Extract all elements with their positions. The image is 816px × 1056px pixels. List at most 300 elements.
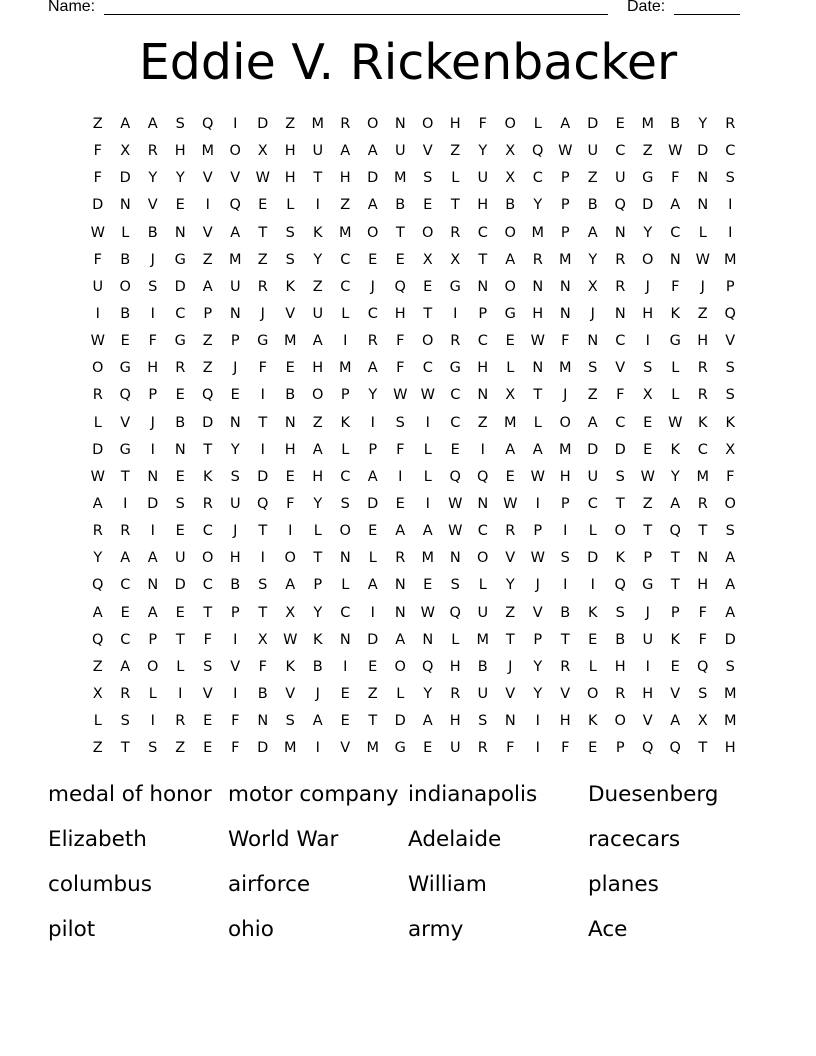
grid-letter: I bbox=[150, 305, 155, 322]
grid-letter: E bbox=[643, 441, 653, 458]
grid-letter: N bbox=[697, 170, 709, 187]
grid-letter: I bbox=[453, 305, 458, 322]
grid-letter: C bbox=[340, 468, 351, 485]
grid-letter: K bbox=[587, 604, 598, 621]
grid-letter: I bbox=[95, 305, 100, 322]
grid-letter: Q bbox=[257, 495, 269, 512]
grid-letter: S bbox=[725, 387, 735, 404]
grid-letter: Y bbox=[313, 604, 323, 621]
grid-letter: D bbox=[202, 414, 214, 431]
grid-letter: F bbox=[286, 495, 295, 512]
grid-letter: P bbox=[725, 278, 735, 295]
grid-letter: F bbox=[698, 631, 707, 648]
grid-letter: O bbox=[504, 224, 516, 241]
grid-letter: O bbox=[229, 143, 241, 160]
grid-letter: A bbox=[285, 577, 296, 594]
grid-letter: O bbox=[119, 278, 131, 295]
grid-letter: E bbox=[615, 116, 625, 132]
grid-letter: E bbox=[175, 387, 185, 404]
grid-letter: P bbox=[368, 441, 378, 458]
grid-letter: N bbox=[669, 251, 681, 268]
grid-letter: P bbox=[643, 550, 653, 567]
word-list-item: Duesenberg bbox=[588, 782, 719, 807]
grid-letter: A bbox=[120, 116, 131, 132]
word-list-item: army bbox=[408, 917, 464, 942]
grid-letter: T bbox=[175, 631, 185, 648]
grid-letter: E bbox=[368, 523, 378, 540]
grid-letter: Z bbox=[312, 278, 323, 295]
grid-letter: L bbox=[588, 523, 597, 540]
grid-letter: M bbox=[531, 224, 544, 241]
grid-letter: D bbox=[257, 116, 269, 132]
grid-letter: S bbox=[588, 360, 598, 377]
grid-letter: J bbox=[233, 523, 238, 540]
grid-letter: S bbox=[615, 604, 625, 621]
grid-letter: R bbox=[367, 333, 378, 350]
grid-letter: K bbox=[725, 414, 735, 431]
grid-letter: S bbox=[120, 713, 130, 730]
grid-letter: Q bbox=[697, 658, 709, 675]
grid-letter: S bbox=[698, 685, 708, 702]
grid-letter: D bbox=[697, 143, 709, 160]
grid-letter: D bbox=[92, 197, 104, 214]
grid-letter: N bbox=[394, 604, 406, 621]
grid-letter: W bbox=[420, 387, 435, 404]
grid-letter: I bbox=[728, 197, 733, 214]
grid-letter: L bbox=[286, 197, 295, 214]
grid-letter: B bbox=[395, 197, 406, 214]
grid-letter: S bbox=[395, 414, 405, 431]
grid-letter: L bbox=[313, 523, 322, 540]
grid-letter: G bbox=[642, 577, 654, 594]
grid-letter: O bbox=[587, 685, 599, 702]
grid-letter: I bbox=[233, 631, 238, 648]
grid-letter: C bbox=[202, 577, 213, 594]
grid-letter: O bbox=[284, 550, 296, 567]
grid-letter: Y bbox=[368, 387, 378, 404]
grid-letter: M bbox=[558, 360, 572, 377]
grid-letter: S bbox=[615, 468, 625, 485]
grid-letter: S bbox=[148, 740, 158, 757]
grid-letter: H bbox=[394, 305, 406, 322]
grid-letter: K bbox=[312, 631, 323, 648]
grid-letter: D bbox=[257, 468, 269, 485]
grid-letter: L bbox=[93, 713, 102, 730]
grid-letter: R bbox=[340, 116, 351, 132]
word-list-item: airforce bbox=[228, 872, 311, 897]
word-list-item: Ace bbox=[588, 917, 628, 942]
grid-letter: N bbox=[697, 550, 709, 567]
grid-row bbox=[84, 192, 744, 219]
grid-letter: P bbox=[478, 305, 488, 322]
grid-letter: M bbox=[723, 713, 737, 730]
grid-letter: T bbox=[120, 740, 130, 757]
grid-letter: Y bbox=[670, 468, 680, 485]
grid-letter: H bbox=[229, 550, 241, 567]
word-list-item: ohio bbox=[228, 917, 274, 942]
grid-letter: K bbox=[202, 468, 213, 485]
grid-letter: I bbox=[260, 387, 265, 404]
grid-letter: L bbox=[93, 414, 102, 431]
grid-letter: A bbox=[120, 550, 131, 567]
grid-letter: E bbox=[670, 658, 680, 675]
grid-letter: E bbox=[285, 468, 295, 485]
grid-letter: I bbox=[260, 441, 265, 458]
grid-letter: L bbox=[396, 685, 405, 702]
date-line[interactable] bbox=[674, 14, 740, 15]
grid-letter: V bbox=[202, 224, 213, 241]
grid-letter: U bbox=[587, 468, 599, 485]
grid-letter: V bbox=[120, 414, 131, 431]
grid-letter: C bbox=[450, 414, 461, 431]
grid-letter: O bbox=[504, 116, 516, 132]
grid-letter: I bbox=[563, 523, 568, 540]
grid-letter: T bbox=[368, 713, 378, 730]
grid-letter: H bbox=[284, 441, 296, 458]
grid-letter: H bbox=[174, 143, 186, 160]
grid-letter: R bbox=[615, 685, 626, 702]
grid-letter: L bbox=[506, 360, 515, 377]
grid-letter: T bbox=[670, 550, 680, 567]
grid-letter: H bbox=[642, 685, 654, 702]
word-list-item: planes bbox=[588, 872, 659, 897]
grid-letter: X bbox=[120, 143, 131, 160]
grid-letter: I bbox=[425, 414, 430, 431]
grid-letter: H bbox=[449, 713, 461, 730]
grid-letter: V bbox=[560, 685, 571, 702]
grid-letter: J bbox=[508, 658, 513, 675]
grid-row bbox=[84, 735, 744, 762]
grid-letter: V bbox=[422, 143, 433, 160]
grid-letter: H bbox=[697, 333, 709, 350]
grid-letter: Q bbox=[229, 197, 241, 214]
grid-letter: E bbox=[230, 387, 240, 404]
grid-letter: W bbox=[695, 251, 710, 268]
word-list-item: World War bbox=[228, 827, 339, 852]
grid-letter: I bbox=[590, 577, 595, 594]
grid-letter: A bbox=[587, 414, 598, 431]
grid-letter: K bbox=[285, 658, 295, 675]
grid-letter: Q bbox=[669, 740, 681, 757]
grid-letter: U bbox=[174, 550, 186, 567]
grid-letter: K bbox=[285, 278, 295, 295]
grid-letter: F bbox=[561, 333, 570, 350]
grid-letter: I bbox=[425, 495, 430, 512]
grid-letter: R bbox=[450, 685, 461, 702]
grid-letter: X bbox=[505, 387, 516, 404]
grid-letter: F bbox=[258, 658, 267, 675]
grid-letter: V bbox=[505, 550, 516, 567]
word-row bbox=[48, 822, 788, 867]
grid-letter: K bbox=[670, 441, 680, 458]
grid-letter: H bbox=[449, 116, 461, 132]
grid-letter: S bbox=[560, 550, 570, 567]
grid-letter: P bbox=[560, 197, 570, 214]
grid-letter: B bbox=[505, 197, 516, 214]
grid-letter: P bbox=[148, 387, 158, 404]
grid-letter: L bbox=[148, 685, 157, 702]
grid-letter: T bbox=[258, 224, 268, 241]
grid-row bbox=[84, 220, 744, 247]
grid-letter: E bbox=[368, 251, 378, 268]
grid-letter: F bbox=[231, 713, 240, 730]
grid-letter: S bbox=[643, 360, 653, 377]
grid-letter: C bbox=[615, 143, 626, 160]
grid-letter: R bbox=[175, 360, 186, 377]
grid-letter: R bbox=[697, 387, 708, 404]
grid-letter: D bbox=[92, 441, 104, 458]
grid-letter: C bbox=[175, 305, 186, 322]
grid-letter: I bbox=[315, 740, 320, 757]
grid-letter: Y bbox=[313, 251, 323, 268]
grid-letter: H bbox=[532, 305, 544, 322]
grid-letter: W bbox=[530, 550, 545, 567]
grid-letter: S bbox=[258, 577, 268, 594]
grid-letter: T bbox=[313, 170, 323, 187]
grid-letter: V bbox=[202, 685, 213, 702]
grid-letter: J bbox=[563, 387, 568, 404]
grid-letter: T bbox=[698, 523, 708, 540]
grid-letter: W bbox=[448, 495, 463, 512]
grid-letter: N bbox=[339, 631, 351, 648]
header bbox=[48, 0, 748, 20]
grid-letter: P bbox=[560, 495, 570, 512]
grid-letter: F bbox=[203, 631, 212, 648]
grid-row bbox=[84, 545, 744, 572]
grid-letter: J bbox=[150, 251, 155, 268]
grid-letter: C bbox=[340, 604, 351, 621]
grid-letter: Y bbox=[175, 170, 185, 187]
grid-letter: M bbox=[558, 441, 572, 458]
grid-letter: W bbox=[420, 604, 435, 621]
grid-letter: A bbox=[312, 333, 323, 350]
grid-letter: L bbox=[423, 468, 432, 485]
grid-letter: F bbox=[671, 278, 680, 295]
grid-letter: D bbox=[614, 441, 626, 458]
grid-letter: Q bbox=[724, 305, 736, 322]
grid-letter: C bbox=[670, 224, 681, 241]
grid-letter: U bbox=[312, 305, 324, 322]
grid-letter: I bbox=[398, 468, 403, 485]
grid-letter: K bbox=[670, 631, 680, 648]
grid-letter: G bbox=[394, 740, 406, 757]
grid-letter: N bbox=[477, 495, 489, 512]
grid-letter: R bbox=[395, 550, 406, 567]
grid-letter: V bbox=[532, 604, 543, 621]
grid-letter: F bbox=[671, 170, 680, 187]
grid-letter: S bbox=[203, 658, 213, 675]
grid-letter: X bbox=[257, 143, 268, 160]
grid-letter: H bbox=[477, 360, 489, 377]
grid-letter: X bbox=[92, 685, 103, 702]
word-list-item: racecars bbox=[588, 827, 681, 852]
grid-letter: J bbox=[260, 305, 265, 322]
grid-letter: N bbox=[174, 224, 186, 241]
grid-letter: I bbox=[728, 224, 733, 241]
grid-letter: P bbox=[615, 740, 625, 757]
grid-letter: T bbox=[203, 441, 213, 458]
grid-letter: J bbox=[370, 278, 375, 295]
grid-letter: N bbox=[147, 468, 159, 485]
grid-letter: A bbox=[587, 224, 598, 241]
grid-letter: G bbox=[119, 441, 131, 458]
grid-letter: N bbox=[394, 577, 406, 594]
grid-letter: R bbox=[120, 685, 131, 702]
grid-letter: Q bbox=[422, 658, 434, 675]
grid-letter: M bbox=[723, 685, 737, 702]
grid-letter: M bbox=[558, 251, 572, 268]
grid-row bbox=[84, 138, 744, 165]
grid-letter: U bbox=[477, 604, 489, 621]
grid-letter: B bbox=[147, 224, 158, 241]
grid-letter: R bbox=[615, 278, 626, 295]
grid-letter: N bbox=[229, 414, 241, 431]
grid-letter: S bbox=[340, 495, 350, 512]
grid-letter: L bbox=[588, 658, 597, 675]
grid-letter: O bbox=[367, 224, 379, 241]
grid-letter: I bbox=[233, 116, 238, 132]
grid-letter: F bbox=[93, 170, 102, 187]
word-list-item: columbus bbox=[48, 872, 152, 897]
word-list-item: Elizabeth bbox=[48, 827, 147, 852]
grid-letter: C bbox=[697, 441, 708, 458]
grid-letter: B bbox=[312, 658, 323, 675]
grid-row bbox=[84, 518, 744, 545]
grid-letter: H bbox=[449, 658, 461, 675]
grid-row bbox=[84, 627, 744, 654]
grid-letter: R bbox=[560, 658, 571, 675]
grid-letter: F bbox=[258, 360, 267, 377]
grid-letter: R bbox=[257, 278, 268, 295]
grid-letter: B bbox=[587, 197, 598, 214]
grid-letter: M bbox=[476, 631, 489, 648]
grid-letter: I bbox=[370, 414, 375, 431]
grid-letter: U bbox=[587, 143, 599, 160]
grid-letter: N bbox=[449, 550, 461, 567]
grid-letter: X bbox=[642, 387, 653, 404]
grid-letter: F bbox=[148, 333, 157, 350]
grid-letter: N bbox=[147, 577, 159, 594]
grid-letter: T bbox=[258, 604, 268, 621]
grid-letter: L bbox=[671, 360, 680, 377]
grid-letter: S bbox=[725, 658, 735, 675]
grid-letter: Y bbox=[588, 251, 598, 268]
grid-letter: T bbox=[505, 631, 515, 648]
grid-letter: C bbox=[587, 495, 598, 512]
grid-letter: N bbox=[477, 278, 489, 295]
grid-letter: A bbox=[312, 713, 323, 730]
grid-letter: B bbox=[120, 251, 131, 268]
grid-letter: R bbox=[175, 713, 186, 730]
grid-letter: T bbox=[478, 251, 488, 268]
grid-letter: O bbox=[477, 550, 489, 567]
grid-letter: P bbox=[340, 387, 350, 404]
word-row bbox=[48, 912, 788, 957]
grid-letter: G bbox=[504, 305, 516, 322]
grid-letter: Z bbox=[92, 116, 103, 132]
grid-letter: X bbox=[422, 251, 433, 268]
grid-letter: R bbox=[450, 224, 461, 241]
grid-letter: R bbox=[120, 523, 131, 540]
grid-letter: U bbox=[449, 740, 461, 757]
grid-letter: Q bbox=[92, 577, 104, 594]
grid-letter: H bbox=[339, 170, 351, 187]
grid-letter: O bbox=[92, 360, 104, 377]
grid-letter: N bbox=[532, 360, 544, 377]
grid-letter: E bbox=[505, 468, 515, 485]
grid-letter: C bbox=[615, 414, 626, 431]
grid-letter: J bbox=[535, 577, 540, 594]
grid-letter: L bbox=[698, 224, 707, 241]
grid-letter: C bbox=[477, 523, 488, 540]
grid-letter: Q bbox=[532, 143, 544, 160]
grid-letter: I bbox=[315, 197, 320, 214]
grid-letter: L bbox=[451, 170, 460, 187]
grid-row bbox=[84, 382, 744, 409]
grid-letter: U bbox=[229, 278, 241, 295]
grid-letter: C bbox=[120, 577, 131, 594]
grid-letter: A bbox=[505, 441, 516, 458]
grid-letter: Z bbox=[505, 604, 516, 621]
grid-letter: W bbox=[503, 495, 518, 512]
grid-letter: P bbox=[313, 577, 323, 594]
grid-letter: F bbox=[93, 251, 102, 268]
word-list-item: indianapolis bbox=[408, 782, 538, 807]
grid-letter: A bbox=[422, 713, 433, 730]
grid-letter: Z bbox=[587, 170, 598, 187]
grid-letter: Z bbox=[175, 740, 186, 757]
grid-letter: U bbox=[92, 278, 104, 295]
word-list-item: medal of honor bbox=[48, 782, 212, 807]
grid-letter: H bbox=[559, 468, 571, 485]
grid-letter: K bbox=[615, 550, 625, 567]
grid-letter: P bbox=[230, 333, 240, 350]
grid-letter: L bbox=[671, 387, 680, 404]
word-list-item: William bbox=[408, 872, 487, 897]
grid-letter: H bbox=[284, 143, 296, 160]
grid-letter: A bbox=[560, 116, 571, 132]
grid-row bbox=[84, 600, 744, 627]
grid-letter: V bbox=[670, 685, 681, 702]
grid-letter: Q bbox=[202, 116, 214, 132]
grid-letter: J bbox=[233, 360, 238, 377]
grid-letter: Y bbox=[148, 170, 158, 187]
grid-letter: Q bbox=[449, 468, 461, 485]
grid-letter: I bbox=[150, 523, 155, 540]
grid-letter: H bbox=[312, 468, 324, 485]
grid-letter: W bbox=[448, 523, 463, 540]
grid-letter: U bbox=[642, 631, 654, 648]
grid-letter: T bbox=[258, 414, 268, 431]
grid-letter: F bbox=[616, 387, 625, 404]
name-line[interactable] bbox=[104, 14, 608, 15]
grid-letter: V bbox=[285, 305, 296, 322]
grid-letter: R bbox=[147, 143, 158, 160]
grid-letter: R bbox=[202, 495, 213, 512]
grid-letter: R bbox=[725, 116, 736, 132]
grid-letter: A bbox=[147, 116, 158, 132]
grid-letter: G bbox=[174, 251, 186, 268]
grid-letter: B bbox=[257, 685, 268, 702]
grid-letter: A bbox=[230, 224, 241, 241]
grid-letter: A bbox=[725, 577, 736, 594]
grid-letter: A bbox=[147, 550, 158, 567]
grid-letter: A bbox=[532, 441, 543, 458]
grid-letter: I bbox=[288, 523, 293, 540]
grid-letter: E bbox=[395, 495, 405, 512]
grid-letter: C bbox=[422, 360, 433, 377]
grid-letter: D bbox=[174, 577, 186, 594]
